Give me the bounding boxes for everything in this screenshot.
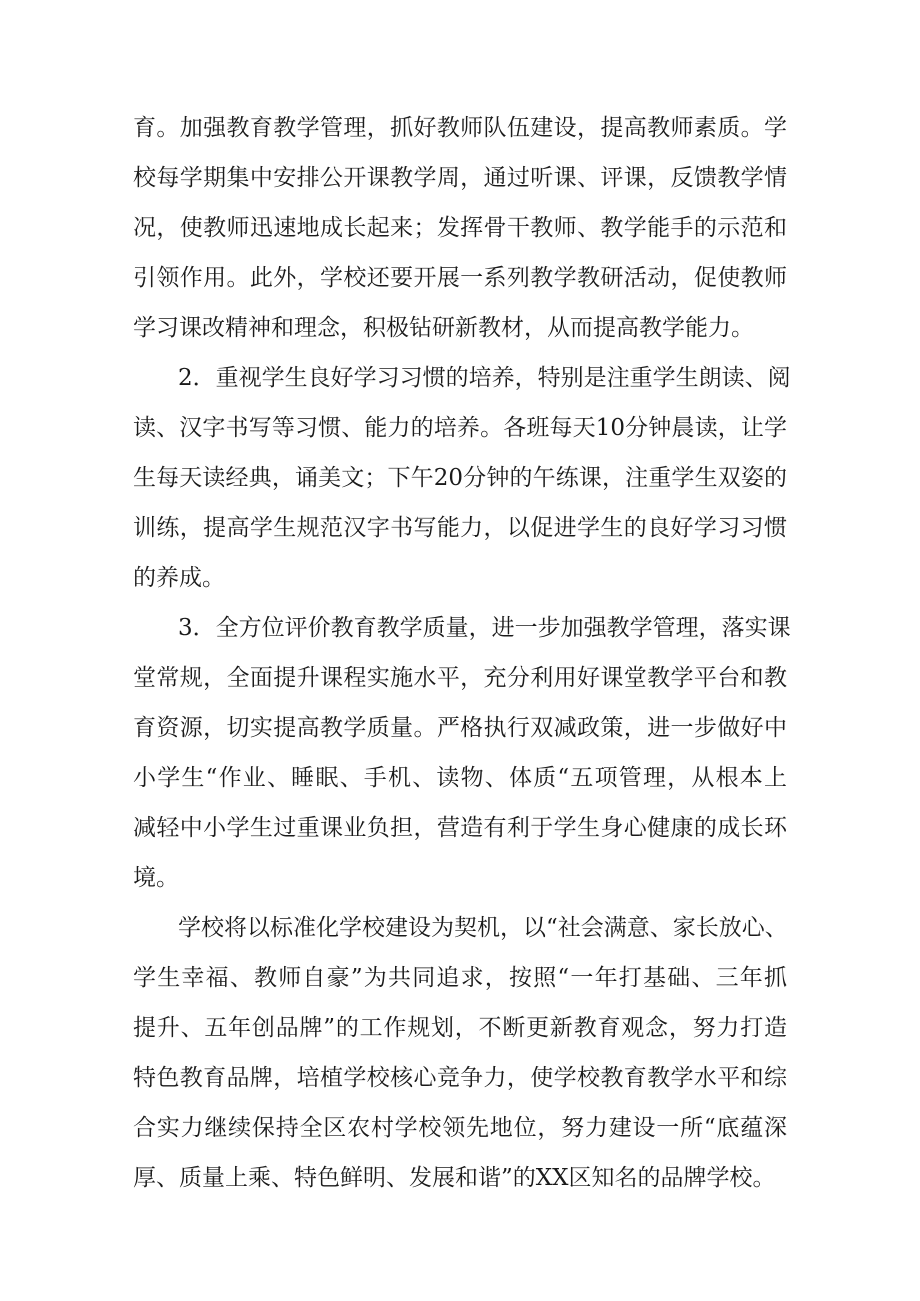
text-line: 育资源，切实提高教学质量。严格执行双减政策，进一步做好中 [133, 715, 787, 741]
text-line: 减轻中小学生过重课业负担，营造有利于学生身心健康的成长环 [133, 815, 787, 841]
text-line: 提升、五年创品牌”的工作规划，不断更新教育观念，努力打造 [133, 1015, 787, 1041]
text-line: 引领作用。此外，学校还要开展一系列教学教研活动，促使教师 [133, 265, 787, 291]
text-line: 合实力继续保持全区农村学校领先地位，努力建设一所“底蕴深 [133, 1115, 787, 1141]
text-line: 训练，提高学生规范汉字书写能力，以促进学生的良好学习习惯 [133, 515, 787, 541]
text-line: 读、汉字书写等习惯、能力的培养。各班每天10分钟晨读，让学 [133, 415, 787, 441]
text-line: 3．全方位评价教育教学质量，进一步加强教学管理，落实课 [178, 615, 791, 641]
text-line: 2．重视学生良好学习习惯的培养，特别是注重学生朗读、阅 [178, 365, 791, 391]
text-line: 的养成。 [133, 565, 225, 591]
text-line: 堂常规，全面提升课程实施水平，充分利用好课堂教学平台和教 [133, 665, 787, 691]
text-line: 育。加强教育教学管理，抓好教师队伍建设，提高教师素质。学 [133, 115, 787, 141]
text-line: 校每学期集中安排公开课教学周，通过听课、评课，反馈教学情 [133, 165, 787, 191]
text-line: 学生幸福、教师自豪”为共同追求，按照“一年打基础、三年抓 [133, 965, 787, 991]
text-line: 学校将以标准化学校建设为契机，以“社会满意、家长放心、 [178, 915, 788, 941]
text-line: 学习课改精神和理念，积极钻研新教材，从而提高教学能力。 [133, 315, 754, 341]
text-line: 特色教育品牌，培植学校核心竞争力，使学校教育教学水平和综 [133, 1065, 787, 1091]
text-line: 小学生“作业、睡眠、手机、读物、体质“五项管理，从根本上 [133, 765, 787, 791]
text-line: 境。 [133, 865, 179, 891]
text-line: 况，使教师迅速地成长起来；发挥骨干教师、教学能手的示范和 [133, 215, 787, 241]
text-line: 生每天读经典，诵美文；下午20分钟的午练课，注重学生双姿的 [133, 465, 787, 491]
text-line: 厚、质量上乘、特色鲜明、发展和谐”的XX区知名的品牌学校。 [133, 1165, 776, 1191]
